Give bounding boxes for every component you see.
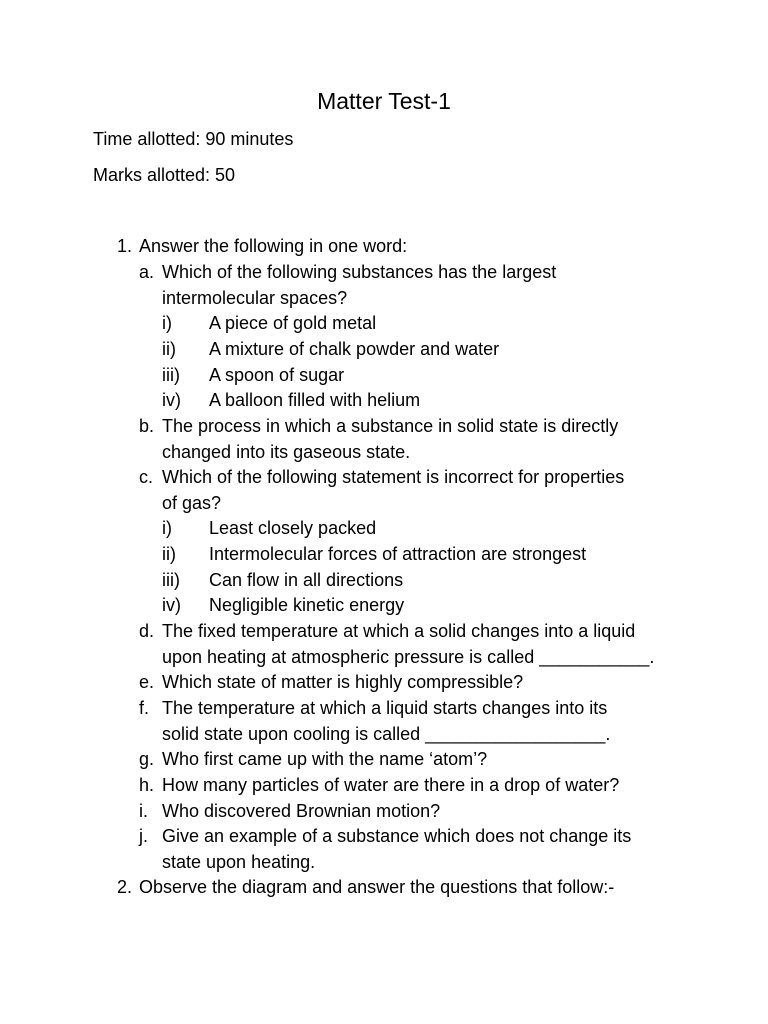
- item-text: Which of the following statement is incorrect for properties: [162, 467, 625, 487]
- option-label: iv): [162, 595, 181, 615]
- option-text: Can flow in all directions: [209, 570, 404, 590]
- item-text: How many particles of water are there in a drop of water?: [162, 775, 620, 795]
- item-text: The fixed temperature at which a solid changes into a liquid: [162, 621, 636, 641]
- option-text: A mixture of chalk powder and water: [209, 339, 500, 359]
- item-label: b.: [139, 416, 155, 436]
- question-text: Observe the diagram and answer the questions that follow:-: [139, 877, 615, 897]
- item-label: e.: [139, 672, 155, 692]
- item-label: f.: [139, 698, 150, 718]
- item-text: upon heating at atmospheric pressure is called ___________.: [162, 647, 655, 667]
- item-text: Give an example of a substance which does not change its: [162, 826, 632, 846]
- option-label: ii): [162, 544, 176, 564]
- option-label: ii): [162, 339, 176, 359]
- item-text: Who first came up with the name ‘atom’?: [162, 749, 488, 769]
- option-label: i): [162, 313, 172, 333]
- item-text: Who discovered Brownian motion?: [162, 801, 441, 821]
- option-text: Intermolecular forces of attraction are strongest: [209, 544, 587, 564]
- option-label: iii): [162, 570, 180, 590]
- item-text: changed into its gaseous state.: [162, 442, 411, 462]
- item-text: of gas?: [162, 493, 222, 513]
- option-label: iii): [162, 365, 180, 385]
- item-text: solid state upon cooling is called __________________.: [162, 724, 611, 744]
- marks-allotted: Marks allotted: 50: [93, 165, 236, 185]
- page-title: Matter Test-1: [317, 88, 451, 114]
- item-text: The temperature at which a liquid starts changes into its: [162, 698, 608, 718]
- option-text: A piece of gold metal: [209, 313, 377, 333]
- item-text: state upon heating.: [162, 852, 316, 872]
- option-label: iv): [162, 390, 181, 410]
- item-label: d.: [139, 621, 155, 641]
- question-number: 1.: [117, 236, 133, 256]
- question-number: 2.: [117, 877, 133, 897]
- option-text: A spoon of sugar: [209, 365, 345, 385]
- option-text: A balloon filled with helium: [209, 390, 421, 410]
- question-text: Answer the following in one word:: [139, 236, 408, 256]
- time-allotted: Time allotted: 90 minutes: [93, 129, 294, 149]
- item-label: a.: [139, 262, 155, 282]
- item-text: Which of the following substances has the largest: [162, 262, 557, 282]
- item-label: i.: [139, 801, 148, 821]
- option-label: i): [162, 518, 172, 538]
- option-text: Negligible kinetic energy: [209, 595, 405, 615]
- item-label: c.: [139, 467, 154, 487]
- item-text: The process in which a substance in solid state is directly: [162, 416, 619, 436]
- item-label: j.: [139, 826, 148, 846]
- item-text: intermolecular spaces?: [162, 288, 348, 308]
- item-label: g.: [139, 749, 155, 769]
- item-text: Which state of matter is highly compressible?: [162, 672, 524, 692]
- item-label: h.: [139, 775, 155, 795]
- option-text: Least closely packed: [209, 518, 377, 538]
